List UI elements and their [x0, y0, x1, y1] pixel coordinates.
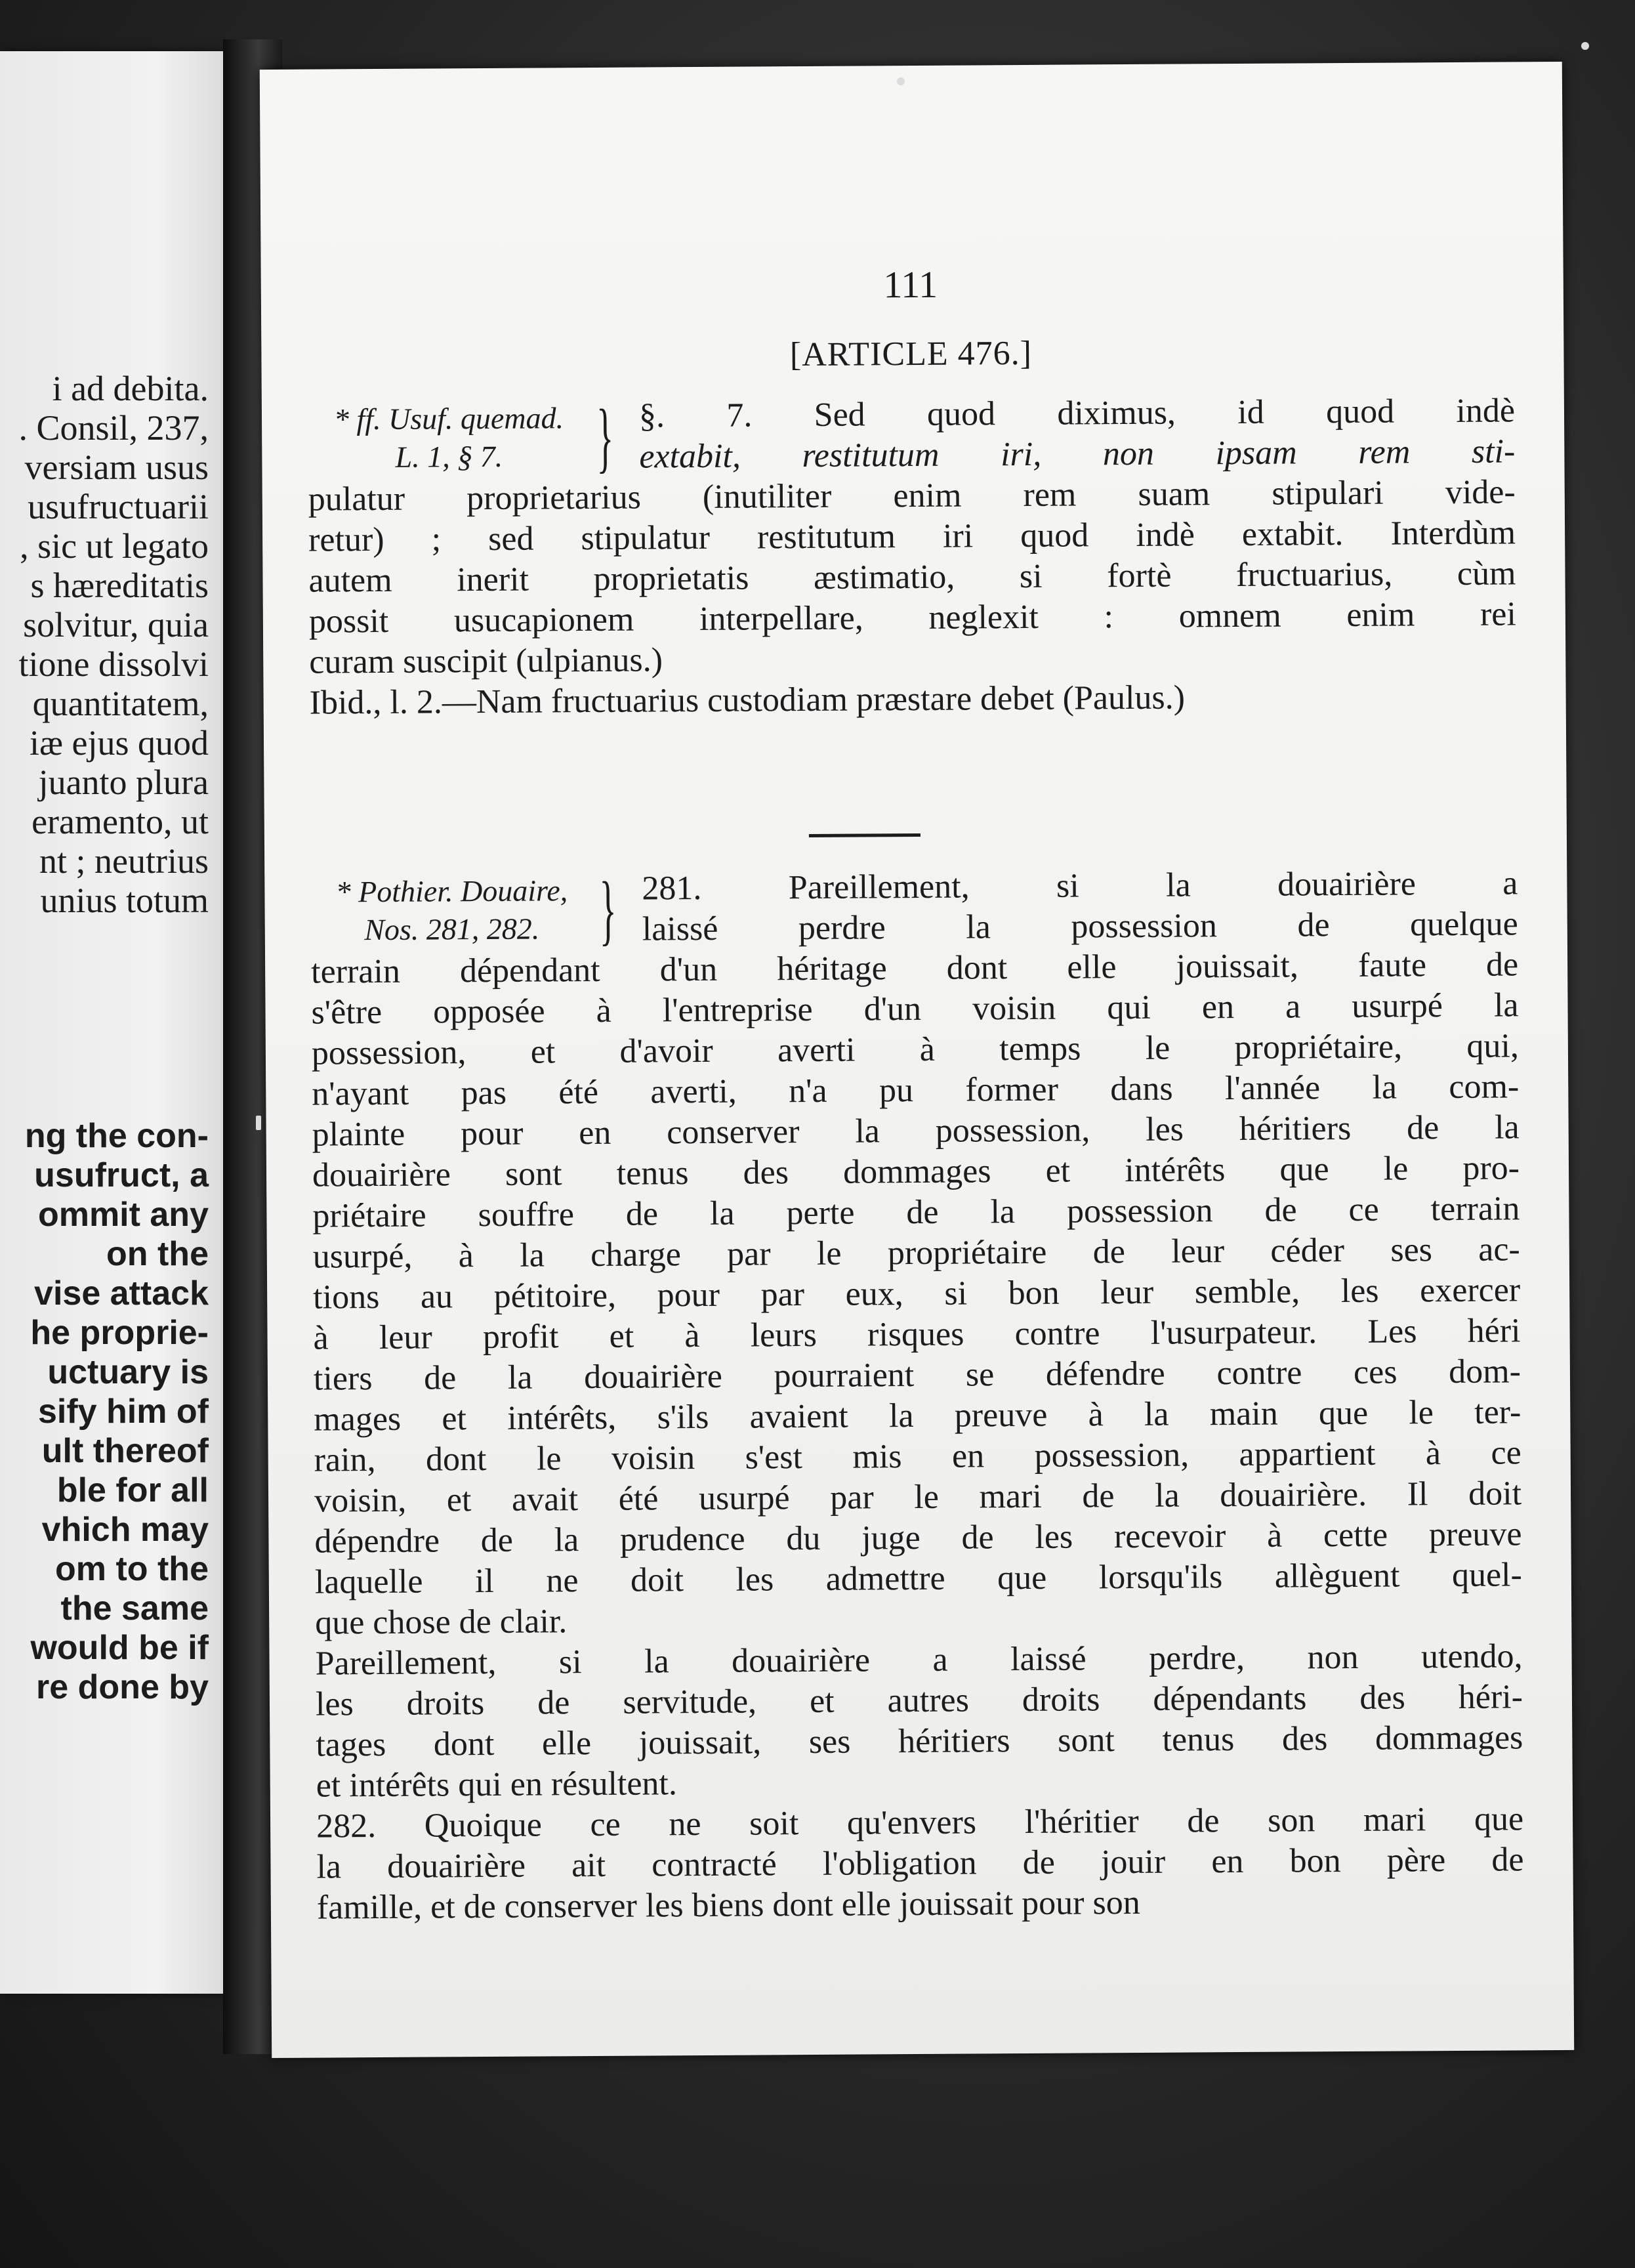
left-page-line: s hæreditatis: [30, 566, 209, 605]
text-line: [314, 1433, 1521, 1480]
text-line: [313, 1311, 1520, 1358]
text-line: [308, 553, 1516, 601]
text-line: [317, 1880, 1524, 1928]
text-line: [316, 1839, 1523, 1887]
text-line: [315, 1595, 1522, 1643]
text-line: [642, 904, 1518, 950]
text-line: [315, 1555, 1522, 1603]
digest-citation-line-1: * ff. Usuf. quemad.: [333, 401, 564, 436]
text-line-content: tiers de la douairière pourraient se défendre contre ces dom-: [313, 1353, 1521, 1398]
text-line: [316, 1799, 1523, 1847]
citation-brace: }: [596, 392, 614, 480]
text-line-content: mages et intérêts, s'ils avaient la preuve à la main que le ter-: [314, 1393, 1521, 1438]
left-page-line: on the: [106, 1235, 209, 1273]
text-line-content: plainte pour en conserver la possession, les héritiers de la: [312, 1108, 1520, 1154]
text-line-content: que chose de clair.: [315, 1603, 568, 1642]
text-line: [316, 1758, 1523, 1806]
text-line-content: Pareillement, si la douairière a laissé perdre, non utendo,: [315, 1637, 1523, 1683]
left-page-line: he proprie-: [30, 1314, 209, 1352]
text-line: [315, 1636, 1522, 1684]
digest-section: [308, 392, 1517, 722]
left-page-line: iæ ejus quod: [29, 723, 209, 763]
left-page-line: juanto plura: [38, 763, 209, 802]
text-line-content: les droits de servitude, et autres droits dépendants des héri-: [315, 1678, 1523, 1723]
scan-speck: [256, 1116, 261, 1130]
pothier-section: [310, 864, 1524, 1927]
citation-brace: }: [599, 865, 617, 953]
text-line: [313, 1229, 1520, 1277]
text-line: [316, 1717, 1523, 1765]
text-line-content: possit usucapionem interpellare, neglexit : omnem enim rei: [308, 595, 1517, 640]
text-line-content: §. 7. Sed quod diximus, id quod indè: [638, 392, 1516, 435]
text-line: [642, 863, 1518, 909]
text-line-content: laquelle il ne doit les admettre que lorsqu'ils allèguent quel-: [314, 1556, 1522, 1601]
left-page-line: quantitatem,: [32, 684, 209, 723]
text-line: [308, 513, 1516, 560]
text-line: [311, 985, 1518, 1033]
text-line-content: douairière sont tenus des dommages et intérêts que le pro-: [312, 1149, 1520, 1194]
text-line-content: dépendre de la prudence du juge de les recevoir à cette preuve: [314, 1515, 1522, 1561]
pothier-citation: [310, 872, 593, 950]
text-line: [312, 1066, 1519, 1114]
text-line: [639, 431, 1515, 477]
text-line-content: tions au pétitoire, pour par eux, si bon leur semble, les exercer: [313, 1271, 1521, 1316]
text-line-content: terrain dépendant d'un héritage dont elle jouissait, faute de: [310, 946, 1519, 991]
scan-speck: [1581, 42, 1589, 50]
left-page-line: re done by: [36, 1668, 209, 1706]
text-line-content: rain, dont le voisin s'est mis en possession, appartient à ce: [314, 1434, 1521, 1479]
text-line: [309, 594, 1516, 642]
text-line-content: 282. Quoique ce ne soit qu'envers l'héritier de son mari que: [316, 1800, 1524, 1845]
text-line-content: tages dont elle jouissait, ses héritiers sont tenus des dommages: [316, 1719, 1523, 1764]
left-page-line: . Consil, 237,: [18, 408, 209, 448]
left-page-line: nt ; neutrius: [39, 841, 209, 881]
left-page-line: i ad debita.: [52, 369, 209, 408]
text-line-content: 281. Pareillement, si la douairière a: [642, 864, 1518, 908]
text-line: [639, 390, 1515, 436]
text-line: [312, 1026, 1519, 1074]
page-number: 111: [883, 262, 938, 306]
left-page-line: ng the con-: [24, 1117, 209, 1155]
text-line-content: extabit, restitutum iri, non ipsam rem sti-: [639, 432, 1516, 476]
text-line: [316, 1677, 1523, 1725]
left-page-line: om to the: [55, 1550, 209, 1588]
text-line-content: famille, et de conserver les biens dont elle jouissait pour son: [316, 1883, 1140, 1927]
text-line-content: curam suscipit (ulpianus.): [309, 641, 663, 681]
text-line: [314, 1514, 1521, 1562]
text-line-content: s'être opposée à l'entreprise d'un voisin qui en a usurpé la: [311, 986, 1519, 1032]
left-page-line: uctuary is: [47, 1353, 209, 1391]
pothier-citation-line-1: * Pothier. Douaire,: [335, 873, 568, 909]
left-page-line: vise attack: [34, 1274, 209, 1312]
left-page-line: sify him of: [37, 1393, 209, 1431]
left-page-line: tione dissolvi: [18, 644, 209, 684]
left-page-line: usufruct, a: [34, 1156, 209, 1194]
left-page-line: would be if: [30, 1629, 209, 1667]
left-page-line: usufructuarii: [28, 487, 209, 526]
text-line-content: laissé perdre la possession de quelque: [642, 905, 1518, 948]
text-line-content: voisin, et avait été usurpé par le mari de la douairière. Il doit: [314, 1475, 1522, 1520]
digest-text-body: [308, 472, 1517, 723]
digest-text-head: [639, 390, 1516, 477]
text-line-content: pulatur proprietarius (inutiliter enim rem suam stipulari vide-: [308, 473, 1516, 518]
left-page-line: the same: [60, 1589, 209, 1628]
text-line-content: possession, et d'avoir averti à temps le propriétaire, qui,: [311, 1027, 1520, 1072]
pothier-text-head: [642, 863, 1518, 950]
left-page-line: ble for all: [56, 1471, 209, 1509]
digest-citation-line-2: L. 1, § 7.: [395, 439, 503, 474]
left-page-line: versiam usus: [24, 448, 209, 487]
text-line: [309, 675, 1516, 723]
article-heading: [ARTICLE 476.]: [789, 334, 1033, 374]
digest-citation: [308, 399, 590, 477]
left-page-line: ult thereof: [41, 1432, 209, 1470]
text-line-content: usurpé, à la charge par le propriétaire de leur céder ses ac-: [312, 1230, 1520, 1276]
left-page-line: vhich may: [41, 1511, 209, 1549]
text-line-content: n'ayant pas été averti, n'a pu former dans l'année la com-: [312, 1068, 1520, 1113]
text-line: [312, 1188, 1520, 1236]
text-line-content: autem inerit proprietatis æstimatio, si fortè fructuarius, cùm: [308, 555, 1516, 600]
previous-page-fragment: [0, 51, 223, 1994]
text-line: [314, 1473, 1521, 1521]
left-page-line: solvitur, quia: [23, 605, 209, 644]
text-line: [309, 635, 1516, 682]
text-line: [308, 472, 1516, 520]
text-line-content: la douairière ait contracté l'obligation de jouir en bon père de: [316, 1841, 1524, 1886]
text-line-content: priétaire souffre de la perte de la possession de ce terrain: [312, 1190, 1520, 1235]
section-divider: [809, 833, 921, 837]
document-page: [260, 62, 1574, 2058]
left-page-line: eramento, ut: [31, 802, 209, 841]
left-page-line: ommit any: [37, 1196, 209, 1234]
left-page-line: , sic ut legato: [20, 526, 209, 566]
text-line: [311, 944, 1518, 992]
text-line-content: retur) ; sed stipulatur restitutum iri quod indè extabit. Interdùm: [308, 514, 1516, 559]
text-line-content: et intérêts qui en résultent.: [316, 1765, 678, 1805]
text-line: [313, 1270, 1520, 1318]
text-line-content: à leur profit et à leurs risques contre l'usurpateur. Les héri: [313, 1312, 1521, 1357]
text-line: [312, 1107, 1519, 1155]
pothier-text-body: [311, 944, 1524, 1928]
text-line: [314, 1392, 1521, 1440]
pothier-citation-line-2: Nos. 281, 282.: [364, 912, 540, 947]
scan-speck: [897, 77, 905, 85]
text-line-content: Ibid., l. 2.—Nam fructuarius custodiam præstare debet (Paulus.): [309, 679, 1186, 722]
text-line: [314, 1351, 1521, 1399]
left-page-line: unius totum: [40, 881, 209, 920]
text-line: [312, 1148, 1520, 1196]
